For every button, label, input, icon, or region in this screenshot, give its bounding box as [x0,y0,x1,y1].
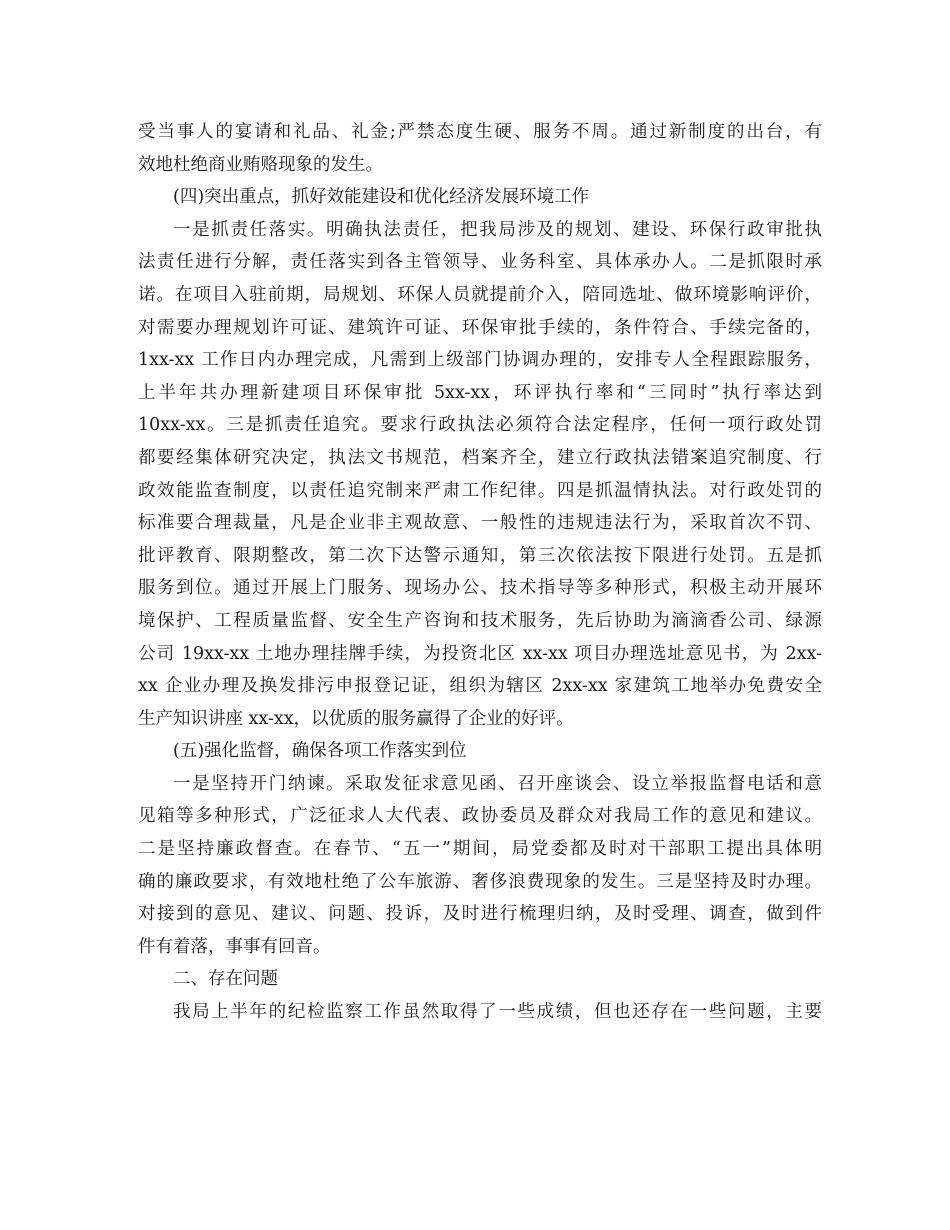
paragraph-line: 标准要合理裁量，凡是企业非主观故意、一般性的违规违法行为，采取首次不罚、 [138,513,822,534]
paragraph-first-line: (四)突出重点，抓好效能建设和优化经济发展环境工作 [173,187,590,208]
paragraph-line: 受当事人的宴请和礼品、礼金;严禁态度生硬、服务不周。通过新制度的出台，有 [138,122,822,142]
paragraph-line: 件有着落，事事有回音。 [138,936,331,957]
paragraph-line: 二是坚持廉政督查。在春节、“五一”期间，局党委都及时对干部职工提出具体明 [138,839,822,860]
document-body [138,116,822,1029]
paragraph-line: 对需要办理规划许可证、建筑许可证、环保审批手续的，条件符合、手续完备的， [138,317,822,338]
paragraph-line: 都要经集体研究决定，执法文书规范，档案齐全，建立行政执法错案追究制度、行 [138,447,822,468]
paragraph-line: 1xx-xx 工作日内办理完成，凡需到上级部门协调办理的，安排专人全程跟踪服务， [138,350,822,371]
paragraph-first-line: 一是坚持开门纳谏。采取发征求意见函、召开座谈会、设立举报监督电话和意 [173,773,822,794]
paragraph-line: xx 企业办理及换发排污申报登记证，组织为辖区 2xx-xx 家建筑工地举办免费安全 [138,676,822,697]
paragraph-line: 上半年共办理新建项目环保审批 5xx-xx，环评执行率和“三同时”执行率达到 [138,382,822,403]
paragraph-line: 确的廉政要求，有效地杜绝了公车旅游、奢侈浪费现象的发生。三是坚持及时办理。 [138,871,822,892]
paragraph-line: 境保护、工程质量监督、安全生产咨询和技术服务，先后协助为滴滴香公司、绿源 [138,610,822,631]
paragraph-line: 公司 19xx-xx 土地办理挂牌手续，为投资北区 xx-xx 项目办理选址意见书，为 2xx- [138,643,822,664]
paragraph-first-line: 我局上半年的纪检监察工作虽然取得了一些成绩，但也还存在一些问题，主要 [173,1002,822,1023]
paragraph-first-line: 一是抓责任落实。明确执法责任，把我局涉及的规划、建设、环保行政审批执 [173,219,822,240]
paragraph-line: 效地杜绝商业贿赂现象的发生。 [138,154,383,175]
paragraph-line: 生产知识讲座 xx-xx，以优质的服务赢得了企业的好评。 [138,708,574,729]
paragraph-line: 政效能监查制度，以责任追究制来严肃工作纪律。四是抓温情执法。对行政处罚的 [138,480,822,501]
paragraph-line: 10xx-xx。三是抓责任追究。要求行政执法必须符合法定程序，任何一项行政处罚 [138,415,822,436]
paragraph-line: 法责任进行分解，责任落实到各主管领导、业务科室、具体承办人。二是抓限时承 [138,252,822,273]
paragraph-first-line: 二、存在问题 [173,969,278,990]
paragraph-line: 见箱等多种形式，广泛征求人大代表、政协委员及群众对我局工作的意见和建议。 [138,806,822,827]
paragraph-line: 对接到的意见、建议、问题、投诉，及时进行梳理归纳，及时受理、调查，做到件 [138,904,822,925]
paragraph-line: 诺。在项目入驻前期，局规划、环保人员就提前介入，陪同选址、做环境影响评价， [138,284,822,305]
paragraph-first-line: (五)强化监督，确保各项工作落实到位 [173,741,467,762]
paragraph-line: 批评教育、限期整改，第二次下达警示通知，第三次依法按下限进行处罚。五是抓 [138,545,822,566]
paragraph-line: 服务到位。通过开展上门服务、现场办公、技术指导等多种形式，积极主动开展环 [138,578,822,599]
